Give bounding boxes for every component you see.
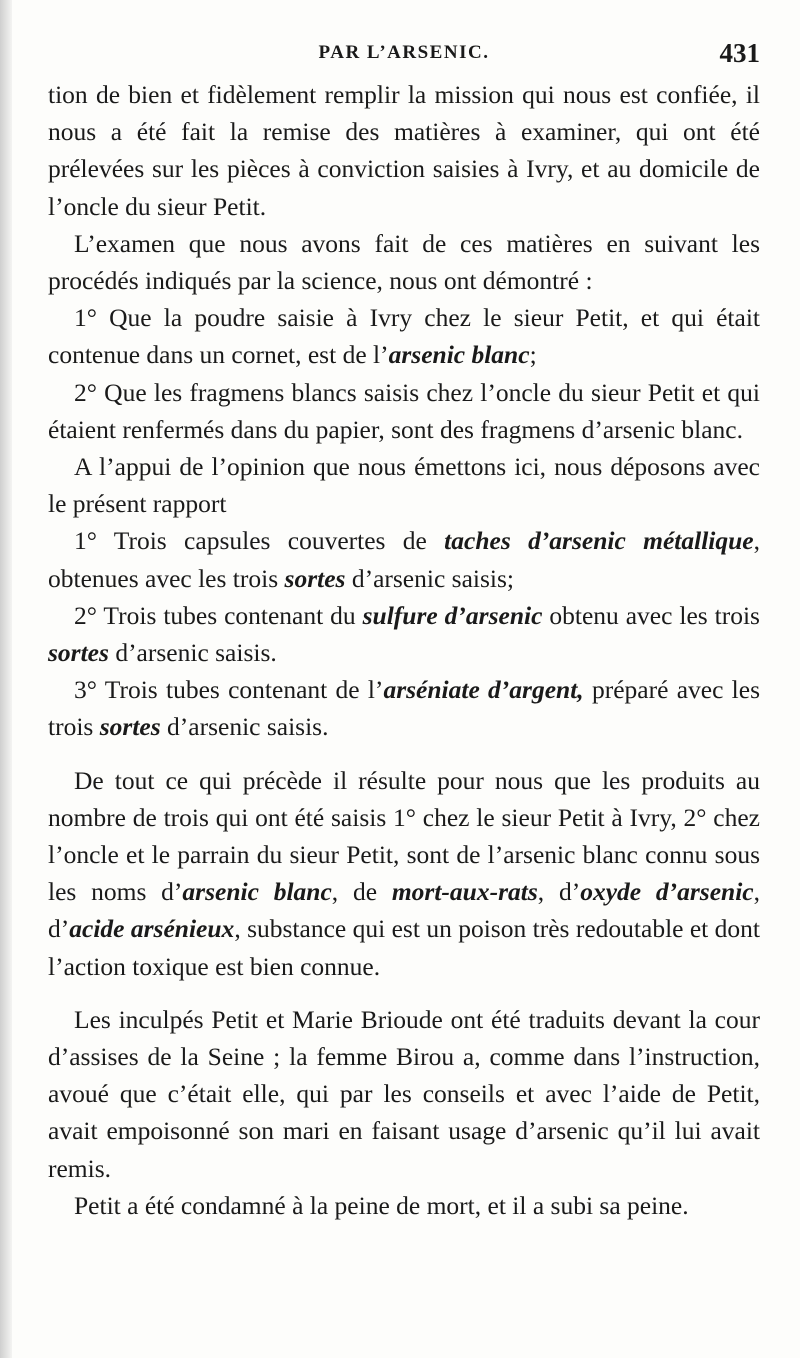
page-number: 431 — [719, 38, 760, 68]
emphasis: arséniate d’argent, — [383, 675, 584, 705]
paragraph-8: 3° Trois tubes contenant de l’arséniate d’argent, préparé avec les trois sortes d’arsenic saisis. — [48, 675, 761, 742]
paragraph-9: De tout ce qui précède il résulte pour nous que les produits au nombre de trois qui ont été saisis 1° chez le sieur Petit à Ivry, 2° chez l’oncle et le parrain du sieur Petit, sont de l’arsenic blanc connu sous les noms d’arsenic blanc, de mort-aux-rats, d’oxyde d’arsenic, d’acide arsénieux, substance qui est un poison très redoutable et dont l’action toxique est bien connue. — [48, 765, 761, 981]
emphasis: mort-aux-rats — [391, 877, 538, 907]
running-head: PAR L’ARSENIC. — [318, 42, 490, 63]
page-binding-edge — [0, 0, 12, 1358]
emphasis: sortes — [48, 638, 109, 668]
emphasis: arsenic blanc — [388, 340, 530, 370]
paragraph-6: 1° Trois capsules couvertes de taches d’arsenic métallique, obtenues avec les trois sortes d’arsenic saisis; — [48, 526, 760, 593]
emphasis: arsenic blanc — [182, 877, 332, 907]
body-text — [48, 76, 760, 1224]
emphasis: taches d’arsenic métallique — [444, 526, 754, 556]
paragraph-1: tion de bien et fidèlement remplir la mission qui nous est confiée, il nous a été fait la remise des matières à examiner, qui ont été prélevées sur les pièces à conviction saisies à Ivry, et au domicile de l’oncle du sieur Petit. — [48, 80, 760, 221]
emphasis: sortes — [284, 563, 346, 593]
emphasis: oxyde d’arsenic — [580, 877, 754, 907]
paragraph-4: 2° Que les fragmens blancs saisis chez l’oncle du sieur Petit et qui étaient renfermés dans du papier, sont des fragmens d’arsenic blanc. — [48, 377, 760, 444]
emphasis: sortes — [99, 712, 161, 742]
emphasis: acide arsénieux — [69, 914, 235, 944]
paragraph-7: 2° Trois tubes contenant du sulfure d’arsenic obtenu avec les trois sortes d’arsenic saisis. — [48, 600, 760, 668]
paragraph-3: 1° Que la poudre saisie à Ivry chez le sieur Petit, et qui était contenue dans un cornet, est de l’arsenic blanc; — [48, 303, 760, 370]
paragraph-2: L’examen que nous avons fait de ces matières en suivant les procédés indiqués par la science, nous ont démontré : — [48, 228, 760, 296]
paragraph-11: Petit a été condamné à la peine de mort, et il a subi sa peine. — [74, 1190, 689, 1220]
paragraph-10: Les inculpés Petit et Marie Brioude ont été traduits devant la cour d’assises de la Seine ; la femme Birou a, comme dans l’instruction, avoué que c’était elle, qui par les conseils et avec l’aide de Petit, avait empoisonné son mari en faisant usage d’arsenic qu’il lui avait remis. — [48, 1004, 760, 1183]
page-header — [48, 38, 760, 78]
emphasis: sulfure d’arsenic — [362, 600, 543, 630]
paragraph-5: A l’appui de l’opinion que nous émettons ici, nous déposons avec le présent rapport — [48, 452, 760, 519]
